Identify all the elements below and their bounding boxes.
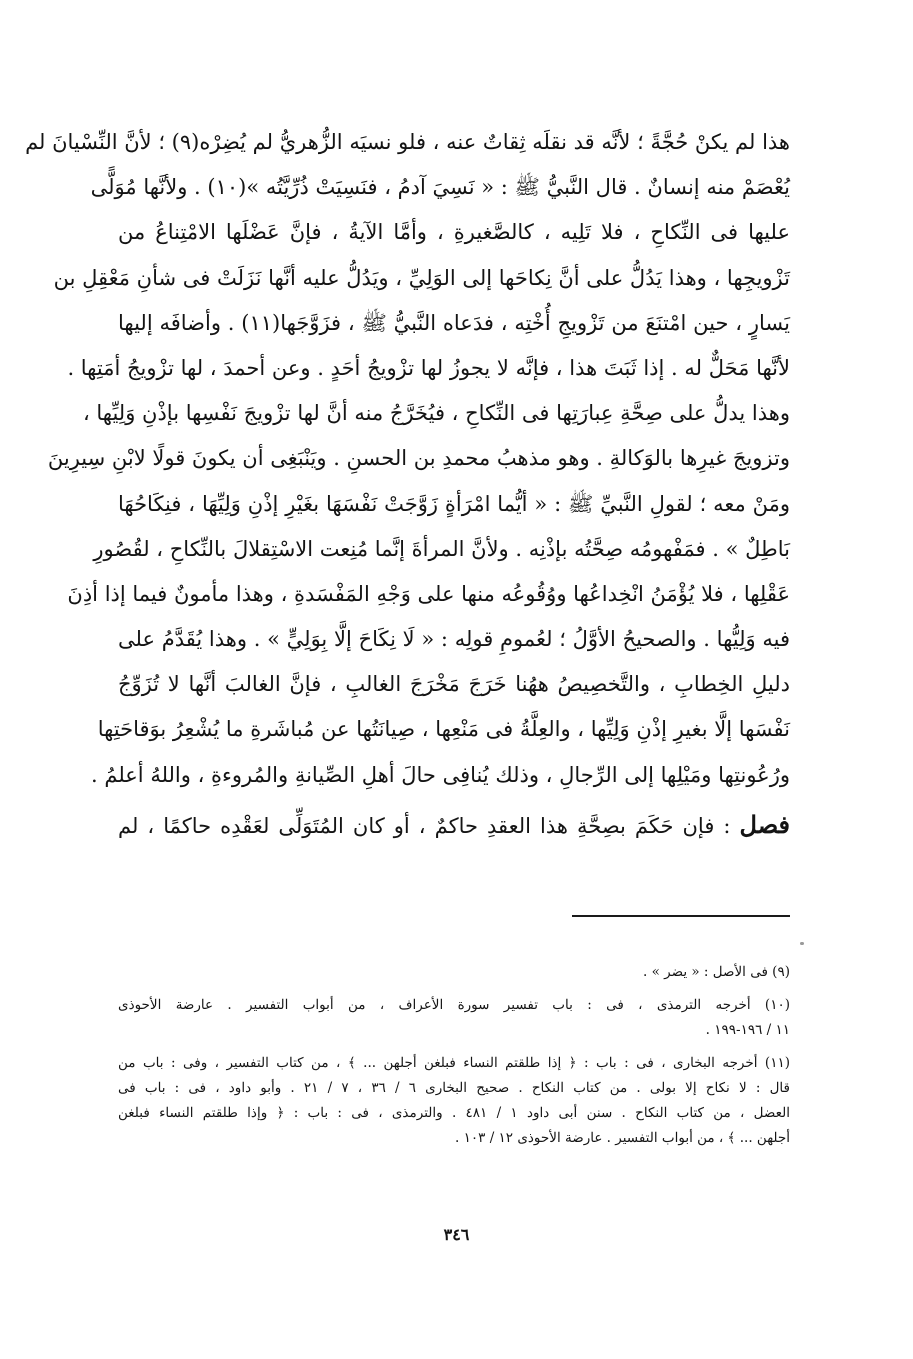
- footnote-9: (٩) فى الأصل : « يضر » .: [643, 964, 790, 980]
- text-line: يُعْصَمْ منه إنسانٌ . قال النَّبيُّ ﷺ : « نَسِيَ آدمُ ، فنَسِيَتْ ذُرِّيَّتُه »(١٠) . ولأنَّها مُوَلًّى: [90, 175, 790, 200]
- fasl-text: : فإن حَكَمَ بصِحَّةِ هذا العقدِ حاكمٌ ، أو كان المُتَوَلِّى لعَقْدِه حاكمًا ، لم: [118, 813, 731, 838]
- text-line: وتزويجَ غيرِها بالوَكالةِ . وهو مذهبُ محمدِ بن الحسنِ . ويَنْبَغِى أن يكونَ قولًا لابْنِ سِيرِينَ: [47, 446, 790, 471]
- text-line: دليلِ الخِطابِ ، والتَّخصِيصُ ههُنا خَرَجَ مَخْرَجَ الغالبِ ، فإنَّ الغالبَ أنَّها لا تُزَوِّجُ: [118, 672, 790, 697]
- text-line: هذا لم يكنْ حُجَّةً ؛ لأنَّه قد نقلَه ثِقاتٌ عنه ، فلو نسيَه الزُّهريُّ لم يُضِرْه(٩) ؛ لأنَّ النِّسْيانَ لم: [25, 130, 790, 154]
- fasl-line: [118, 802, 790, 847]
- text-line: وهذا يدلُّ على صِحَّةِ عِبارَتِها فى النِّكاحِ ، فيُخَرَّجُ منه أنَّ لها تزْويجَ نَفْسِها بإذْنِ وَلِيِّها ،: [82, 401, 790, 426]
- main-text-block: [25, 120, 790, 847]
- footnote-11-cont: أجلهن ... ﴾ ، من أبواب التفسير . عارضة الأحوذى ١٢ / ١٠٣ .: [455, 1130, 790, 1146]
- page-speck: [800, 942, 804, 945]
- text-line: عَقْلِها ، فلا يُؤْمَنُ انْخِداعُها ووُقُوعُه منها على وَجْهِ المَفْسَدةِ ، وهذا مأمونٌ فيما إذا أذِنَ: [67, 581, 790, 606]
- text-line: بَاطِلٌ » . فمَفْهومُه صِحَّتُه بإذْنِه . ولأنَّ المرأةَ إنَّما مُنِعت الاسْتِقلالَ بالنِّكاحِ ، لقُصُورِ: [93, 536, 790, 561]
- footnote-10: (١٠) أخرجه الترمذى ، فى : باب تفسير سورة الأعراف ، من أبواب التفسير . عارضة الأحوذى: [118, 997, 790, 1013]
- footnote-11: (١١) أخرجه البخارى ، فى : باب : ﴿ إذا طلقتم النساء فبلغن أجلهن ... ﴾ ، من كتاب التفسير ، وفى : باب من: [118, 1055, 790, 1071]
- footnotes-block: [118, 960, 790, 1151]
- text-line: تَزْويجِها ، وهذا يَدُلُّ على أنَّ نِكاحَها إلى الوَلِيِّ ، ويَدُلُّ عليه أنَّها نَزَلَتْ فى شأنِ مَعْقِلِ بن: [53, 265, 790, 290]
- footnote-10-cont: ١١ / ١٩٦-١٩٩ .: [705, 1022, 790, 1038]
- text-line: نَفْسَها إلَّا بغيرِ إذْنِ وَلِيِّها ، والعِلَّةُ فى مَنْعِها ، صِيانَتُها عن مُباشَرةِ ما يُشْعِرُ بوَقاحَتِها: [97, 717, 790, 742]
- section-heading-fasl: فصل: [739, 809, 790, 839]
- footnote-11-cont: قال : لا نكاح إلا بولى . من كتاب النكاح . صحيح البخارى ٦ / ٣٦ ، ٧ / ٢١ . وأبو داود ، فى : باب فى: [118, 1080, 790, 1096]
- text-line: عليها فى النِّكاحِ ، فلا تَلِيه ، كالصَّغيرةِ ، وأمَّا الآيةُ ، فإنَّ عَضْلَها الامْتِناعُ من: [118, 220, 790, 245]
- footnote-divider: [572, 915, 790, 917]
- text-line: يَسارٍ ، حين امْتنَعَ من تَزْويجِ أُخْتِه ، فدَعاه النَّبيُّ ﷺ ، فزَوَّجَها(١١) . وأضافَه إليها: [118, 310, 790, 335]
- text-line: ورُعُونتِها ومَيْلِها إلى الرِّجالِ ، وذلك يُنافِى حالَ أهلِ الصِّيانةِ والمُروءةِ ، واللهُ أعلمُ .: [91, 762, 790, 787]
- text-line: ومَنْ معه ؛ لقولِ النَّبيِّ ﷺ : « أيُّما امْرَأةٍ زَوَّجَتْ نَفْسَهَا بغَيْرِ إذْنِ وَلِيِّهَا ، فنِكَاحُهَا: [118, 491, 790, 516]
- text-line: فيه وَلِيُّها . والصحيحُ الأوَّلُ ؛ لعُمومِ قولِه : « لَا نِكَاحَ إلَّا بِوَلِيٍّ » . وهذا يُقَدَّمُ على: [118, 627, 790, 652]
- text-line: لأنَّها مَحَلٌّ له . إذا ثَبَتَ هذا ، فإنَّه لا يجوزُ لها تزْويجُ أحَدٍ . وعن أحمدَ ، لها تزْويجُ أمَتِها .: [67, 355, 790, 380]
- footnote-11-cont: العضل ، من كتاب النكاح . سنن أبى داود ١ / ٤٨١ . والترمذى ، فى : باب : ﴿ وإذا طلقتم النساء فبلغن: [118, 1105, 790, 1121]
- page-number: ٣٤٦: [443, 1225, 470, 1244]
